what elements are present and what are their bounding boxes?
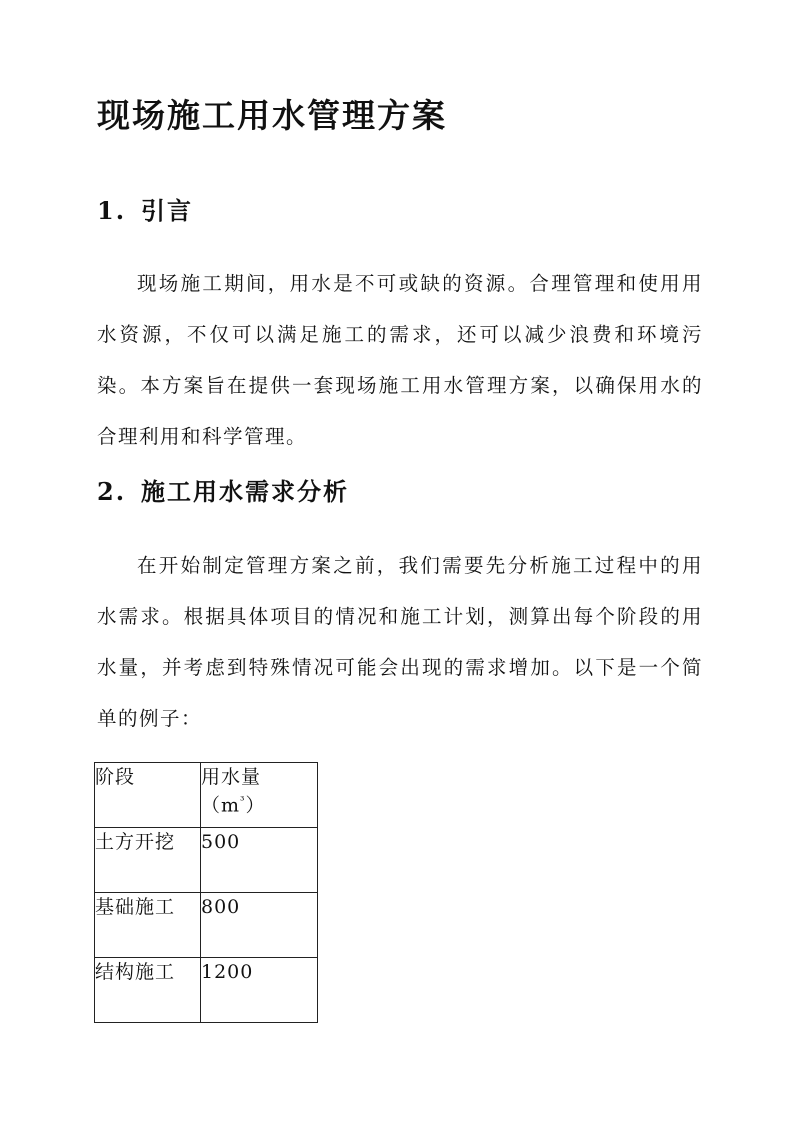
volume-cell: 800 xyxy=(201,893,318,958)
table-row xyxy=(95,958,318,1023)
intro-paragraph: 现场施工期间，用水是不可或缺的资源。合理管理和使用用水资源，不仅可以满足施工的需求，还可以减少浪费和环境污染。本方案旨在提供一套现场施工用水管理方案，以确保用水的合理利用和科学管理。 xyxy=(97,272,703,448)
volume-cell: 1200 xyxy=(201,958,318,1023)
section-heading-intro xyxy=(97,197,193,226)
table-header-row xyxy=(95,763,318,828)
header-water-volume: 用水量$(m^{^3})$ xyxy=(201,763,318,828)
section-number: 2. xyxy=(97,477,127,506)
section-number: 1. xyxy=(97,196,127,225)
section-title: 施工用水需求分析 xyxy=(141,477,349,506)
volume-cell: 500 xyxy=(201,828,318,893)
stage-cell: 土方开挖 xyxy=(95,828,201,893)
section-heading-demand xyxy=(97,478,349,507)
header-stage: 阶段 xyxy=(95,763,201,828)
water-usage-table xyxy=(94,762,318,1023)
stage-cell: 基础施工 xyxy=(95,893,201,958)
document-title: 现场施工用水管理方案 xyxy=(97,96,447,135)
section-title: 引言 xyxy=(141,196,193,225)
table-row xyxy=(95,828,318,893)
demand-paragraph: 在开始制定管理方案之前，我们需要先分析施工过程中的用水需求。根据具体项目的情况和施工计划，测算出每个阶段的用水量，并考虑到特殊情况可能会出现的需求增加。以下是一个简单的例子： xyxy=(97,554,703,730)
stage-cell: 结构施工 xyxy=(95,958,201,1023)
table-row xyxy=(95,893,318,958)
